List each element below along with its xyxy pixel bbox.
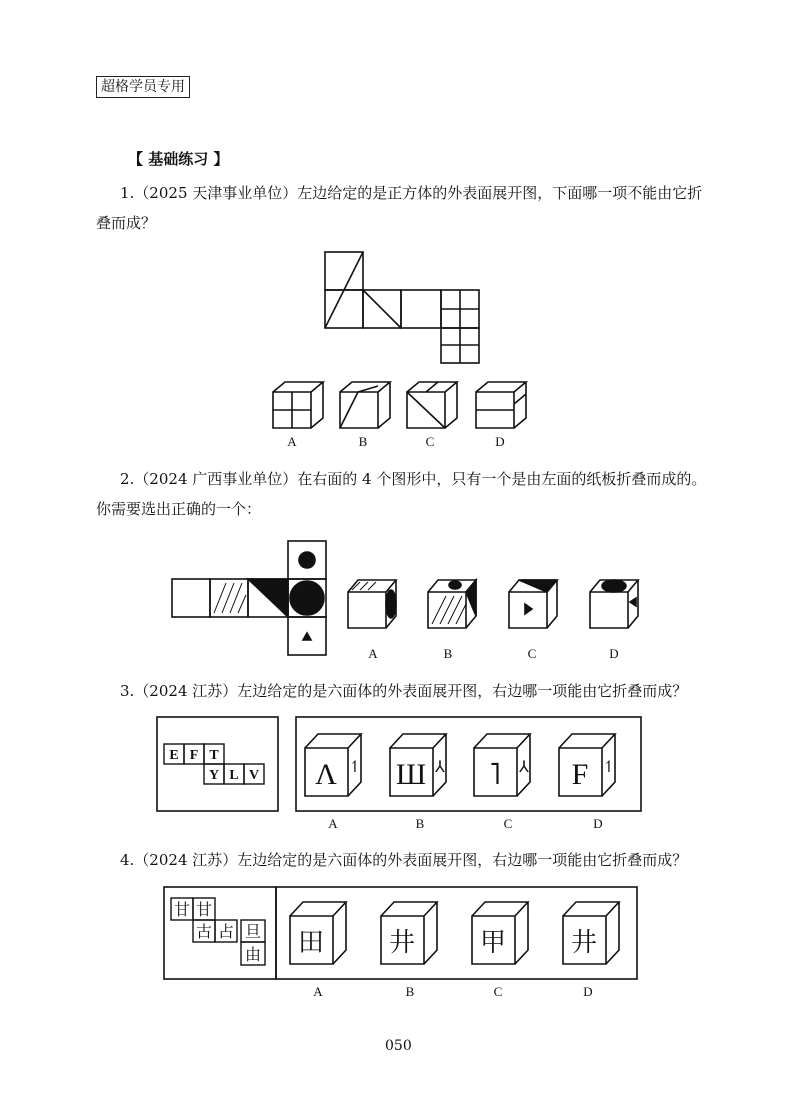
q4-label-d: D xyxy=(583,984,593,999)
q4-net-c6: 由 xyxy=(244,947,262,964)
q3-label-b: B xyxy=(415,816,425,831)
q3-label-a: A xyxy=(328,816,338,831)
q4-net-c3: 古 xyxy=(195,924,213,941)
q3-cube-d-front: F xyxy=(571,758,589,791)
q1-label-b: B xyxy=(358,434,368,449)
q1-label-a: A xyxy=(287,434,297,449)
q2-cube-c xyxy=(509,580,557,628)
q2-cube-a xyxy=(348,580,396,628)
q1-cube-a xyxy=(273,382,323,428)
q3-net-e: E xyxy=(169,748,179,763)
q4-net-c4: 占 xyxy=(217,924,235,941)
q4-net-c5: 旦 xyxy=(244,924,262,941)
question-2-text: 2.（2024 广西事业单位）在右面的 4 个图形中，只有一个是由左面的纸板折叠而成的。你需要选出正确的一个： xyxy=(96,470,707,518)
q3-cube-d-side: ↿ xyxy=(602,759,616,776)
q3-cube-b-side: ⅄ xyxy=(435,759,445,776)
q4-net-c1: 甘 xyxy=(173,902,191,919)
section-title: 【 基础练习 】 xyxy=(128,150,229,168)
q2-label-b: B xyxy=(443,646,453,661)
q2-cube-d xyxy=(590,580,638,628)
q3-label-c: C xyxy=(503,816,513,831)
q3-net-f: F xyxy=(189,748,199,763)
q2-label-c: C xyxy=(527,646,537,661)
q4-cube-d-front: 井 xyxy=(570,928,598,957)
q3-cube-b-front: Ш xyxy=(395,758,427,791)
question-3-text: 3.（2024 江苏）左边给定的是六面体的外表面展开图，右边哪一项能由它折叠而成？ xyxy=(120,682,688,700)
question-4-text: 4.（2024 江苏）左边给定的是六面体的外表面展开图，右边哪一项能由它折叠而成？ xyxy=(120,851,688,869)
q4-label-c: C xyxy=(493,984,503,999)
q3-cube-a-side: ↿ xyxy=(348,759,362,776)
q2-cube-b xyxy=(428,580,476,628)
question-1-text: 1.（2025 天津事业单位）左边给定的是正方体的外表面展开图，下面哪一项不能由它折叠而成？ xyxy=(96,184,703,232)
q2-net xyxy=(172,541,326,655)
q2-label-d: D xyxy=(609,646,619,661)
q1-cube-d xyxy=(476,382,526,428)
q3-label-d: D xyxy=(593,816,603,831)
q4-net-c2: 甘 xyxy=(195,902,213,919)
page-number: 050 xyxy=(385,1038,412,1054)
q4-cube-c-front: 甲 xyxy=(479,928,507,957)
q4-cube-b-front: 井 xyxy=(388,928,416,957)
q4-label-b: B xyxy=(405,984,415,999)
student-tag: 超格学员专用 xyxy=(96,76,190,98)
q1-label-c: C xyxy=(425,434,435,449)
q1-cube-b xyxy=(340,382,390,428)
q3-net-v: V xyxy=(248,768,260,783)
q2-label-a: A xyxy=(368,646,378,661)
q4-cube-a-front: 田 xyxy=(297,928,325,957)
q3-cube-c-side: ⅄ xyxy=(519,759,529,776)
q3-net-t: T xyxy=(209,748,219,763)
q1-cube-c xyxy=(407,382,457,428)
q1-label-d: D xyxy=(495,434,505,449)
q4-label-a: A xyxy=(313,984,323,999)
q3-net-y: Y xyxy=(208,768,220,783)
q3-net-l: L xyxy=(229,768,239,783)
q1-net xyxy=(325,252,479,363)
q3-cube-a-front: Λ xyxy=(315,758,337,791)
q3-cube-c-front: ˥ xyxy=(489,758,501,791)
